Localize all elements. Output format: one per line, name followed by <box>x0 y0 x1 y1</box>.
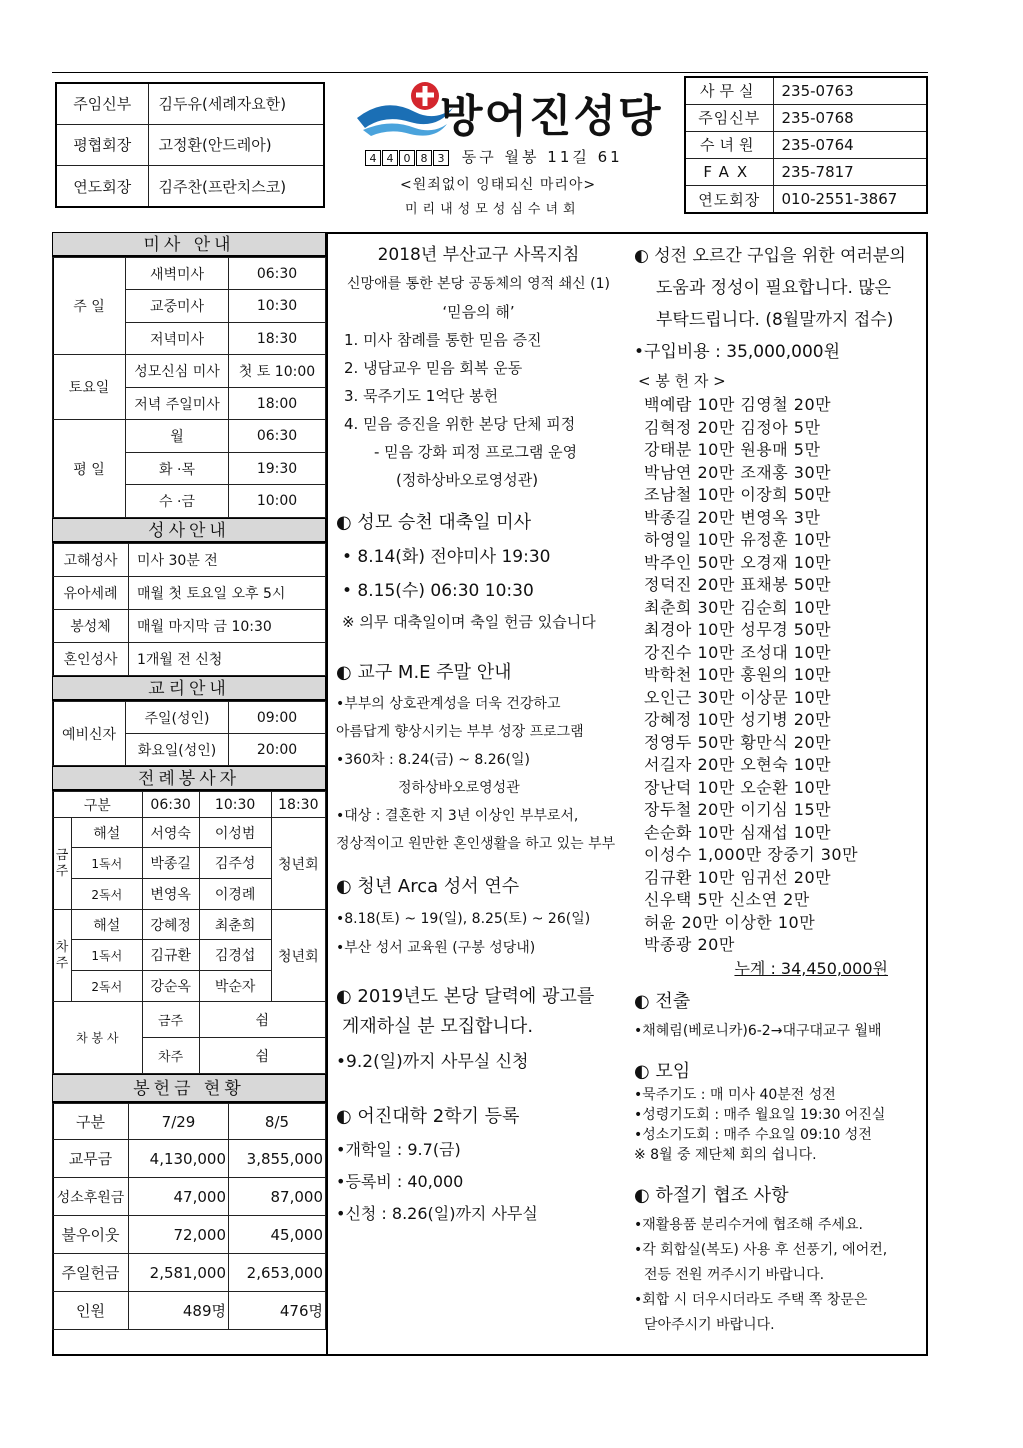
donation-total: 누계 : 34,450,000원 <box>734 958 888 978</box>
label: FAX <box>685 159 773 186</box>
saturday-label: 토요일 <box>53 355 126 420</box>
label: 사무실 <box>685 77 773 104</box>
donor-row: 박종길 20만 변영옥 3만 <box>644 507 821 527</box>
label: 주임신부 <box>685 104 773 131</box>
phone: 235-0768 <box>773 104 927 131</box>
organ-heading-2: 도움과 정성이 필요합니다. 많은 <box>656 278 892 298</box>
server-name: 박종길 <box>142 848 199 879</box>
amount: 87,000 <box>229 1178 326 1216</box>
mass-time: 10:00 <box>229 485 326 518</box>
mass-name: 월 <box>126 420 229 453</box>
offering-table <box>52 1103 326 1330</box>
meeting-item: •묵주기도 : 매 미사 40분전 성전 <box>634 1086 836 1103</box>
street-address: 동구 월봉 11길 61 <box>461 148 623 166</box>
motto: <원죄없이 잉태되신 마리아> <box>400 177 597 193</box>
server-name: 강순옥 <box>142 971 199 1002</box>
server-name: 이경례 <box>199 879 271 910</box>
calendar-ad-item: •9.2(일)까지 사무실 신청 <box>336 1052 529 1072</box>
meeting-item: •성령기도회 : 매주 월요일 19:30 어진실 <box>634 1106 886 1123</box>
summer-heading: ◐ 하절기 협조 사항 <box>634 1184 789 1206</box>
me-item: •대상 : 결혼한 지 3년 이상인 부부로서, <box>336 808 579 824</box>
role: 1독서 <box>72 848 143 879</box>
organ-heading-3: 부탁드립니다. (8월말까지 접수) <box>656 310 894 330</box>
summer-item: •회합 시 더우시더라도 주택 쪽 창문은 <box>634 1291 868 1308</box>
week-label: 차주 <box>53 910 72 1002</box>
col-header: 구분 <box>53 1104 129 1140</box>
col-header: 8/5 <box>229 1104 326 1140</box>
doctrine-table <box>52 701 326 766</box>
address <box>365 146 623 167</box>
summer-item: •각 회합실(복도) 사용 후 선풍기, 에어컨, <box>634 1241 888 1258</box>
donor-list <box>634 394 926 957</box>
donor-row: 백예람 10만 김영철 20만 <box>644 395 832 414</box>
me-item: 정하상바오로영성관 <box>398 780 520 796</box>
me-item: •부부의 상호관계성을 더욱 건강하고 <box>336 696 561 712</box>
phone: 235-0763 <box>773 77 927 104</box>
donor-heading: < 봉 헌 자 > <box>638 372 726 390</box>
middle-column <box>336 240 621 1230</box>
amount: 45,000 <box>229 1216 326 1254</box>
sacrament-title: 성사안내 <box>52 518 326 543</box>
label: 수녀원 <box>685 131 773 158</box>
mass-time: 19:30 <box>229 453 326 485</box>
guideline-item: (정하상바오로영성관) <box>396 471 539 489</box>
donor-row: 박학천 10만 홍원의 10만 <box>644 665 832 684</box>
server-name: 이성범 <box>199 818 271 848</box>
me-item: •360차 : 8.24(금) ~ 8.26(일) <box>336 752 530 768</box>
col-header: 06:30 <box>142 792 199 818</box>
phone: 235-7817 <box>773 159 927 186</box>
servers-table <box>52 791 326 1074</box>
sacrament-name: 고해성사 <box>53 544 129 577</box>
donor-row: 손순화 10만 심재섭 10만 <box>644 822 832 842</box>
week-label: 금주 <box>142 1002 199 1038</box>
value: 김두유(세례자요한) <box>148 83 324 124</box>
pastoral-guideline-title: 2018년 부산교구 사목지침 <box>377 245 580 265</box>
arca-heading: ◐ 청년 Arca 성서 연수 <box>336 876 520 897</box>
mass-name: 교중미사 <box>126 290 229 323</box>
role: 2독서 <box>72 971 143 1002</box>
phone: 235-0764 <box>773 131 927 158</box>
donor-row: 강태분 10만 원용매 5만 <box>644 440 821 459</box>
mass-title: 미사 안내 <box>52 232 326 257</box>
summer-item: 전등 전원 꺼주시기 바랍니다. <box>644 1266 825 1283</box>
server-name: 박순자 <box>199 971 271 1002</box>
class-time: 20:00 <box>229 734 326 766</box>
donor-row: 허윤 20만 이상한 10만 <box>644 912 816 932</box>
transfer-item: •채혜림(베로니카)6-2→대구대교구 월배 <box>634 1022 882 1039</box>
college-heading: ◐ 어진대학 2학기 등록 <box>336 1106 520 1127</box>
calendar-ad-heading: ◐ 2019년도 본당 달력에 광고를 <box>336 986 595 1007</box>
attendance: 476명 <box>229 1292 326 1330</box>
assumption-note: ※ 의무 대축일이며 축일 헌금 있습니다 <box>342 613 596 631</box>
week-label: 금주 <box>53 818 72 910</box>
postcode-digit: 4 <box>382 150 398 166</box>
donor-row: 장두철 20만 이기심 15만 <box>644 800 832 819</box>
me-item: 정상적이고 원만한 혼인생활을 하고 있는 부부 <box>336 836 616 852</box>
amount: 72,000 <box>129 1216 229 1254</box>
postcode-digit: 3 <box>433 150 449 166</box>
guideline-item: 4. 믿음 증진을 위한 본당 단체 피정 <box>344 415 576 433</box>
mass-name: 저녁 주일미사 <box>126 388 229 420</box>
sacrament-info: 매월 마지막 금 10:30 <box>129 610 326 643</box>
class-day: 화요일(성인) <box>126 734 229 766</box>
sacrament-name: 유아세례 <box>53 577 129 610</box>
meeting-note: ※ 8월 중 제단체 회의 쉽니다. <box>634 1146 817 1163</box>
mass-time: 첫 토 10:00 <box>229 355 326 388</box>
server-name: 최춘희 <box>199 910 271 940</box>
right-column <box>634 240 926 1338</box>
youth-group: 청년회 <box>271 818 325 910</box>
offering-type: 성소후원금 <box>53 1178 129 1216</box>
guideline-item: 1. 미사 참례를 통한 믿음 증진 <box>344 331 542 349</box>
donor-row: 박남연 20만 조재홍 30만 <box>644 462 832 482</box>
label: 평협회장 <box>56 124 148 165</box>
label: 연도회장 <box>56 166 148 207</box>
donor-row: 신우택 5만 신소연 2만 <box>644 890 810 909</box>
left-column <box>52 232 326 1330</box>
role: 해설 <box>72 818 143 848</box>
donor-row: 정영두 50만 황만식 20만 <box>644 732 832 752</box>
postcode-digit: 0 <box>399 150 415 166</box>
me-item: 아름답게 향상시키는 부부 성장 프로그램 <box>336 724 584 740</box>
donor-row: 오인근 30만 이상문 10만 <box>644 687 832 707</box>
summer-item: •재활용품 분리수거에 협조해 주세요. <box>634 1216 863 1233</box>
arca-item: •8.18(토) ~ 19(일), 8.25(토) ~ 26(일) <box>336 911 591 927</box>
church-name: 방어진성당 <box>440 91 663 142</box>
arca-item: •부산 성서 교육원 (구봉 성당내) <box>336 940 536 956</box>
label: 주임신부 <box>56 83 148 124</box>
postcode-digit: 8 <box>416 150 432 166</box>
label: 연도회장 <box>685 186 773 213</box>
car-status: 쉼 <box>199 1002 325 1038</box>
contact-table <box>684 76 928 214</box>
servers-title: 전례봉사자 <box>52 766 326 791</box>
donor-row: 김규환 10만 임귀선 20만 <box>644 867 832 887</box>
youth-group: 청년회 <box>271 910 325 1002</box>
assumption-item: • 8.15(수) 06:30 10:30 <box>342 581 534 601</box>
donor-row: 최춘희 30만 김순희 10만 <box>644 597 832 617</box>
mass-name: 저녁미사 <box>126 323 229 355</box>
car-service-label: 차 봉 사 <box>53 1002 143 1074</box>
guideline-item: 3. 묵주기도 1억단 봉헌 <box>344 387 499 405</box>
amount: 47,000 <box>129 1178 229 1216</box>
meetings-heading: ◐ 모임 <box>634 1060 691 1082</box>
role: 2독서 <box>72 879 143 910</box>
col-header: 18:30 <box>271 792 325 818</box>
phone: 010-2551-3867 <box>773 186 927 213</box>
mass-name: 새벽미사 <box>126 258 229 290</box>
doctrine-title: 교리안내 <box>52 676 326 701</box>
me-weekend-heading: ◐ 교구 M.E 주말 안내 <box>336 662 512 683</box>
mass-table <box>52 257 326 518</box>
donor-row: 정덕진 20만 표채봉 50만 <box>644 575 832 594</box>
year-of-faith: ‘믿음의 해’ <box>442 303 515 321</box>
value: 고정환(안드레아) <box>148 124 324 165</box>
college-item: •신청 : 8.26(일)까지 사무실 <box>336 1204 538 1223</box>
mass-name: 수 ·금 <box>126 485 229 518</box>
guideline-item: - 믿음 강화 피정 프로그램 운영 <box>374 443 578 461</box>
offering-type: 인원 <box>53 1292 129 1330</box>
college-item: •개학일 : 9.7(금) <box>336 1140 461 1159</box>
donor-row: 김혁정 20만 김정아 5만 <box>644 417 821 437</box>
server-name: 강혜정 <box>142 910 199 940</box>
amount: 3,855,000 <box>229 1140 326 1178</box>
attendance: 489명 <box>129 1292 229 1330</box>
donor-row: 이성수 1,000만 장중기 30만 <box>644 845 859 864</box>
pastor-info-table <box>55 82 325 208</box>
amount: 2,653,000 <box>229 1254 326 1292</box>
offering-type: 교무금 <box>53 1140 129 1178</box>
donor-row: 박종광 20만 <box>644 935 735 954</box>
sacrament-table <box>52 543 326 676</box>
mass-name: 화 ·목 <box>126 453 229 485</box>
mass-time: 18:30 <box>229 323 326 355</box>
mass-time: 06:30 <box>229 258 326 290</box>
top-rule <box>52 72 928 73</box>
donor-row: 강혜정 10만 성기병 20만 <box>644 710 832 729</box>
week-label: 차주 <box>142 1038 199 1074</box>
role: 1독서 <box>72 940 143 971</box>
col-header: 10:30 <box>199 792 271 818</box>
amount: 4,130,000 <box>129 1140 229 1178</box>
organ-heading: ◐ 성전 오르간 구입을 위한 여러분의 <box>634 246 906 266</box>
assumption-mass-heading: ◐ 성모 승천 대축일 미사 <box>336 512 532 533</box>
offering-type: 불우이웃 <box>53 1216 129 1254</box>
car-status: 쉼 <box>199 1038 325 1074</box>
server-name: 변영옥 <box>142 879 199 910</box>
sacrament-info: 1개월 전 신청 <box>129 643 326 676</box>
calendar-ad-heading-2: 게재하실 분 모집합니다. <box>342 1016 534 1037</box>
meeting-item: •성소기도회 : 매주 수요일 09:10 성전 <box>634 1126 872 1143</box>
server-name: 김주성 <box>199 848 271 879</box>
postcode-digit: 4 <box>365 150 381 166</box>
mass-time: 18:00 <box>229 388 326 420</box>
catechumen-label: 예비신자 <box>53 702 126 766</box>
organ-cost: •구입비용 : 35,000,000원 <box>634 342 841 362</box>
sacrament-info: 미사 30분 전 <box>129 544 326 577</box>
offering-type: 주일헌금 <box>53 1254 129 1292</box>
value: 김주찬(프란치스코) <box>148 166 324 207</box>
donor-row: 최경아 10만 성무경 50만 <box>644 620 832 639</box>
mass-time: 10:30 <box>229 290 326 323</box>
college-item: •등록비 : 40,000 <box>336 1172 464 1191</box>
col-header: 7/29 <box>129 1104 229 1140</box>
transfer-heading: ◐ 전출 <box>634 990 691 1012</box>
server-name: 김경섭 <box>199 940 271 971</box>
mass-time: 06:30 <box>229 420 326 453</box>
role: 해설 <box>72 910 143 940</box>
donor-row: 조남철 10만 이장희 50만 <box>644 485 832 504</box>
col-header: 구분 <box>53 792 143 818</box>
sacrament-name: 혼인성사 <box>53 643 129 676</box>
server-name: 김규환 <box>142 940 199 971</box>
donor-row: 장난덕 10만 오순환 10만 <box>644 777 832 797</box>
donor-row: 서길자 20만 오현숙 10만 <box>644 755 832 774</box>
summer-item: 닫아주시기 바랍니다. <box>644 1316 775 1333</box>
assumption-item: • 8.14(화) 전야미사 19:30 <box>342 547 551 567</box>
donor-row: 강진수 10만 조성대 10만 <box>644 642 832 662</box>
weekday-label: 평 일 <box>53 420 126 518</box>
sunday-label: 주 일 <box>53 258 126 355</box>
sacrament-info: 매월 첫 토요일 오후 5시 <box>129 577 326 610</box>
server-name: 서영숙 <box>142 818 199 848</box>
mass-name: 성모신심 미사 <box>126 355 229 388</box>
class-time: 09:00 <box>229 702 326 734</box>
sacrament-name: 봉성체 <box>53 610 129 643</box>
donor-row: 하영일 10만 유정훈 10만 <box>644 530 832 549</box>
donor-row: 박주인 50만 오경재 10만 <box>644 552 832 572</box>
amount: 2,581,000 <box>129 1254 229 1292</box>
column-divider <box>326 232 328 1356</box>
class-day: 주일(성인) <box>126 702 229 734</box>
sisters-order: 미리내성모성심수녀회 <box>405 202 581 217</box>
offering-title: 봉헌금 현황 <box>52 1074 326 1103</box>
pastoral-guideline-subtitle: 신망애를 통한 본당 공동체의 영적 쇄신 (1) <box>347 276 610 292</box>
guideline-item: 2. 냉담교우 믿음 회복 운동 <box>344 359 523 377</box>
